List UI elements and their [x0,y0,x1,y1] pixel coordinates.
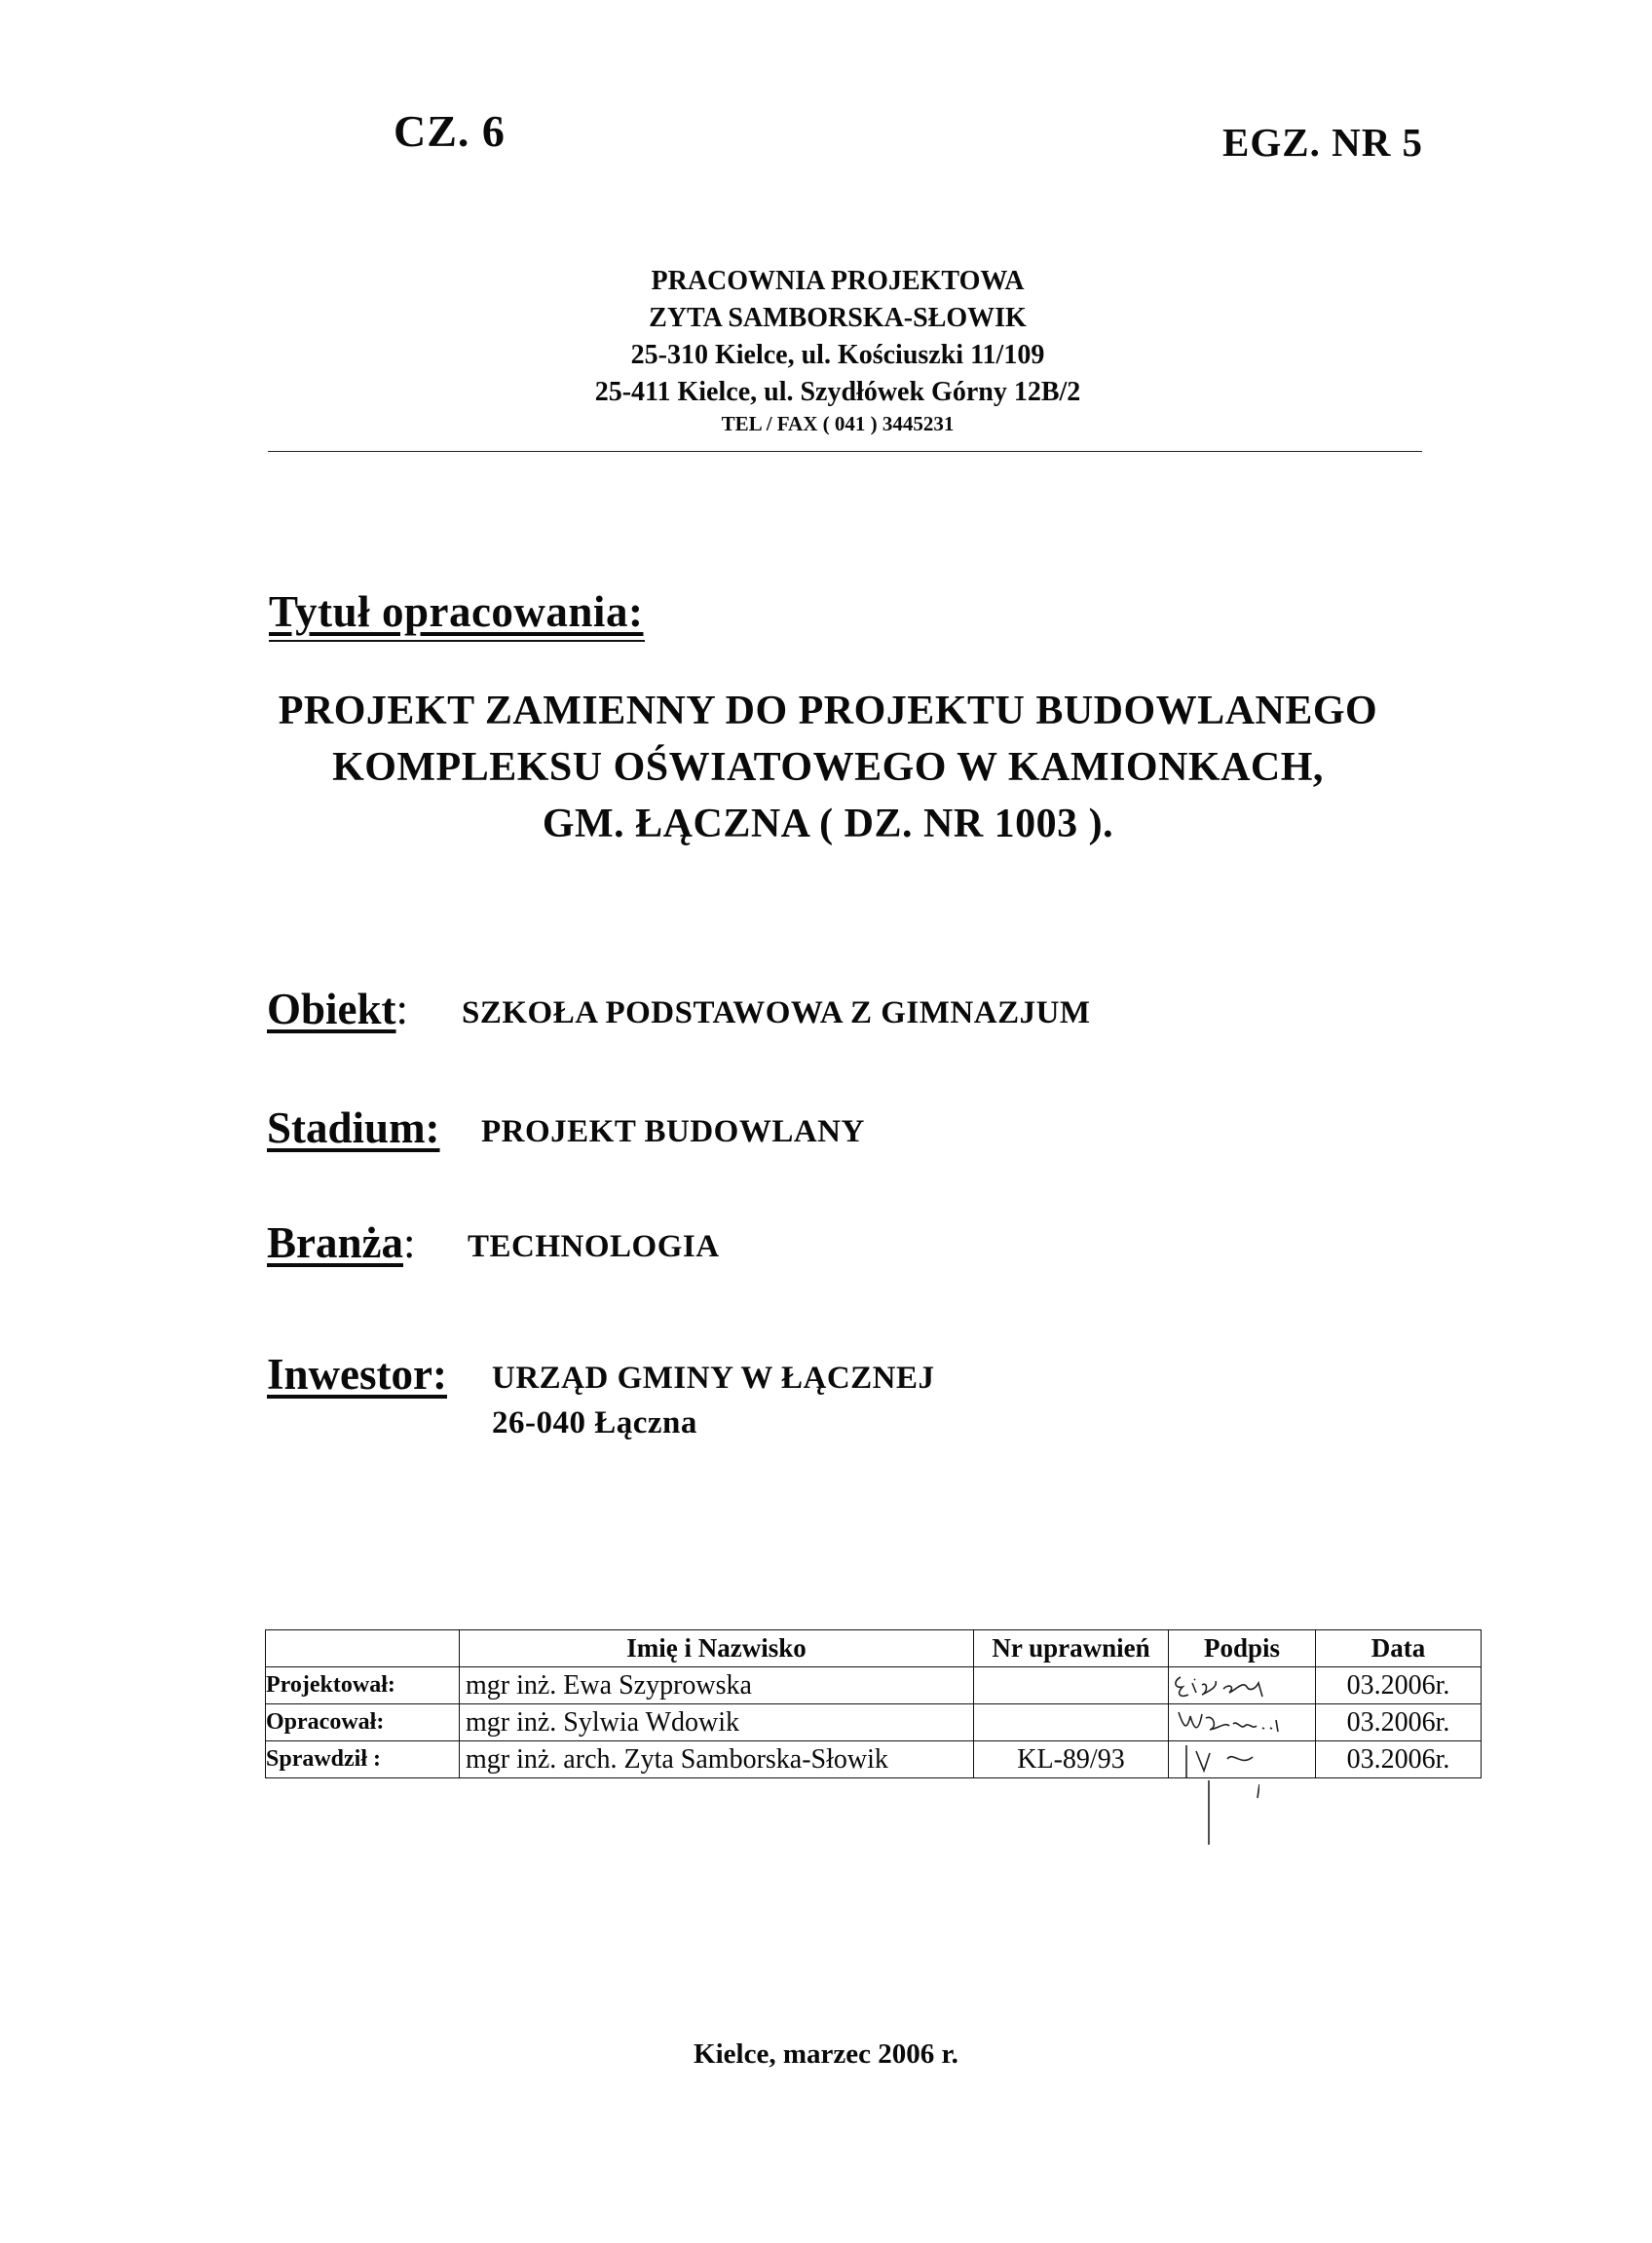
design-office-block [253,263,1422,436]
table-header-signature: Podpis [1169,1630,1316,1667]
title-label: Tytuł opracowania: [269,587,644,636]
row-signature [1169,1704,1316,1741]
table-header-license: Nr uprawnień [974,1630,1169,1667]
document-title-line-1: PROJEKT ZAMIENNY DO PROJEKTU BUDOWLANEGO [278,689,1378,733]
table-header-name: Imię i Nazwisko [460,1630,974,1667]
branch-field-label [267,1217,416,1268]
branch-value: TECHNOLOGIA [468,1229,720,1264]
row-role: Projektował: [266,1667,460,1704]
place-and-date: Kielce, marzec 2006 r. [694,2038,958,2070]
document-title-line-2: KOMPLEKSU OŚWIATOWEGO W KAMIONKACH, [332,745,1324,790]
table-header-date: Data [1316,1630,1482,1667]
row-date: 03.2006r. [1316,1704,1482,1741]
row-name: mgr inż. arch. Zyta Samborska-Słowik [460,1741,974,1778]
handwritten-signature [1169,1704,1315,1740]
object-field-label [267,984,408,1034]
part-number: CZ. 6 [394,106,506,156]
row-role: Sprawdził : [266,1741,460,1778]
row-license [974,1667,1169,1704]
row-date: 03.2006r. [1316,1667,1482,1704]
row-signature [1169,1667,1316,1704]
table-header-row [266,1630,1482,1667]
row-name: mgr inż. Sylwia Wdowik [460,1704,974,1741]
table-row [266,1741,1482,1778]
table-row [266,1704,1482,1741]
office-address-2: 25-411 Kielce, ul. Szydłówek Górny 12B/2 [594,377,1081,407]
investor-value: URZĄD GMINY W ŁĄCZNEJ [492,1361,935,1396]
office-phone: TEL / FAX ( 041 ) 3445231 [721,412,955,435]
stage-value: PROJEKT BUDOWLANY [481,1114,865,1149]
stage-label: Stadium: [267,1103,440,1152]
branch-label: Branża [267,1218,403,1267]
signature-stroke-tail [1201,1780,1259,1849]
office-owner: ZYTA SAMBORSKA-SŁOWIK [649,303,1027,333]
row-name: mgr inż. Ewa Szyprowska [460,1667,974,1704]
copy-number: EGZ. NR 5 [1222,120,1424,165]
table-header-role [266,1630,460,1667]
row-signature [1169,1741,1316,1778]
row-license: KL-89/93 [974,1741,1169,1778]
row-date: 03.2006r. [1316,1741,1482,1778]
handwritten-signature [1169,1667,1315,1703]
object-label-colon: : [395,985,409,1033]
handwritten-signature [1169,1741,1315,1777]
table-row [266,1667,1482,1704]
office-address-1: 25-310 Kielce, ul. Kościuszki 11/109 [630,340,1045,370]
document-title-line-3: GM. ŁĄCZNA ( DZ. NR 1003 ). [542,802,1114,846]
signature-table [265,1629,1482,1778]
investor-label: Inwestor: [267,1350,447,1399]
row-license [974,1704,1169,1741]
object-label: Obiekt [267,985,396,1033]
object-value: SZKOŁA PODSTAWOWA Z GIMNAZJUM [462,995,1091,1030]
row-role: Opracował: [266,1704,460,1741]
title-label-underline [269,640,645,642]
document-title [234,683,1422,852]
branch-label-colon: : [403,1218,416,1267]
office-name: PRACOWNIA PROJEKTOWA [651,266,1025,296]
office-divider [268,451,1422,452]
investor-address: 26-040 Łączna [492,1405,697,1440]
